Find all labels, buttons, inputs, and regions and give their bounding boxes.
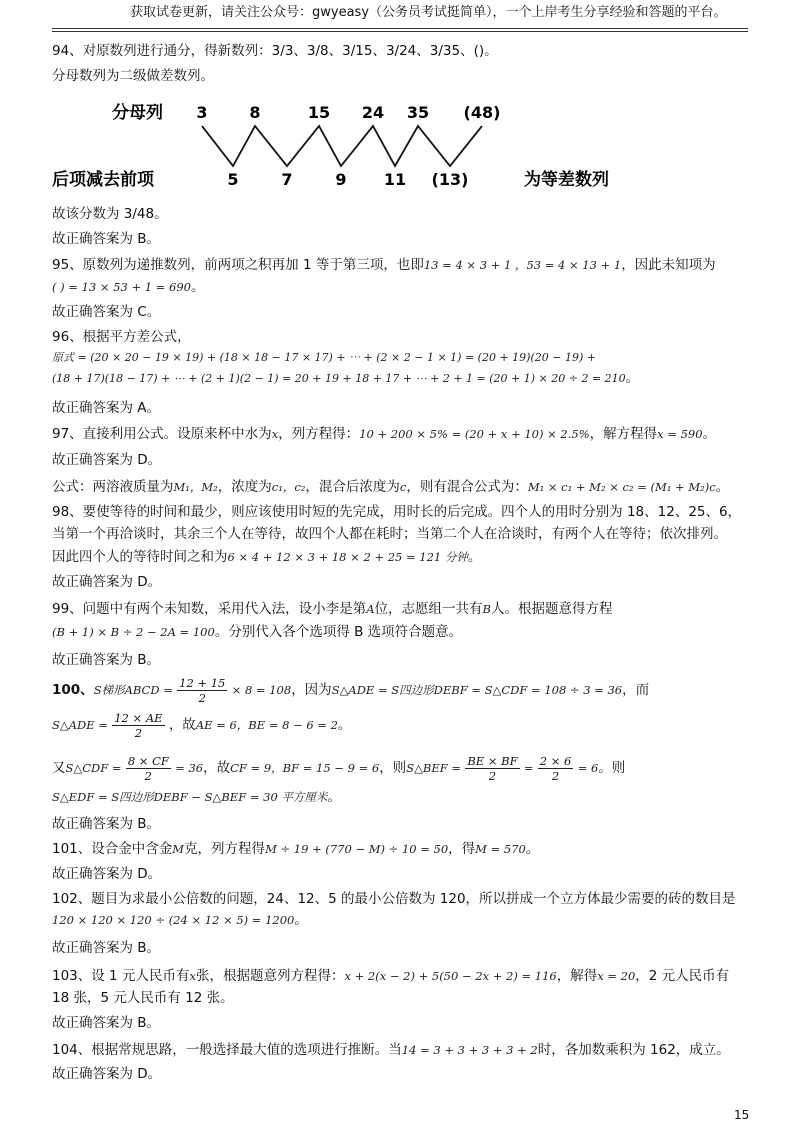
- formula-concentrations: c₁，c₂: [271, 480, 306, 494]
- q103-answer: 故正确答案为 B。: [52, 1015, 161, 1031]
- q101-var-m: M: [172, 842, 185, 856]
- q103-text-d: ，2 元人民币有: [635, 968, 730, 984]
- q98-line2: 当第一个再洽谈时，其余三个人在等待，故四个人都在耗时；当第二个人在洽谈时，有两个人在等待；依次排列。: [52, 526, 727, 542]
- q100-s-trap: S梯形ABCD =: [93, 683, 173, 697]
- q98-answer: 故正确答案为 D。: [52, 574, 162, 590]
- q103-text-a: 103、设 1 元人民币有: [52, 968, 190, 984]
- frac1-denominator: 2: [198, 690, 206, 705]
- q103-equation: x + 2(x − 2) + 5(50 − 2x + 2) = 116: [344, 969, 557, 983]
- q100-s-cdf: S△CDF =: [65, 761, 122, 775]
- q101-equation: M ÷ 19 + (770 − M) ÷ 10 = 50: [265, 842, 449, 856]
- q100-eq6: = 6: [577, 761, 599, 775]
- q97-equation: 10 + 200 × 5% = (20 + x + 10) × 2.5%: [359, 427, 590, 441]
- q98-line1: 98、要使等待的时间和最少，则应该使用时短的先完成，用时长的后完成。四个人的用时分别为 18、12、25、6，: [52, 504, 742, 520]
- frac2-denominator: 2: [134, 725, 143, 740]
- q100-line4: [52, 788, 341, 806]
- q96-line1: 96、根据平方差公式，: [52, 329, 191, 345]
- q101-answer: 故正确答案为 D。: [52, 866, 162, 882]
- q96-line2: [52, 348, 596, 367]
- q99-var-a: A: [366, 602, 375, 616]
- q95-text-a: 95、原数列为递推数列，前两项之积再加 1 等于第三项，也即: [52, 257, 424, 273]
- q95-math-b: ( ) = 13 × 53 + 1 = 690: [52, 280, 191, 294]
- q100-ze: ，则: [379, 760, 407, 776]
- q97-var-x: x: [271, 427, 279, 441]
- q100-frac5: [538, 754, 574, 783]
- formula-text-e: 。: [715, 479, 730, 495]
- frac5-numerator: 2 × 6: [539, 753, 572, 768]
- q99-text-b: 位，志愿组一共有: [374, 601, 483, 617]
- frac1-numerator: 12 + 15: [179, 675, 226, 690]
- q99-text-c: 人。根据题意得方程: [490, 601, 613, 617]
- q100-line1: [52, 672, 649, 708]
- q100-cf-bf: CF = 9，BF = 15 − 9 = 6: [230, 761, 380, 775]
- q100-eq-area: S△ADE = S四边形DEBF = S△CDF = 108 ÷ 3 = 36: [331, 683, 623, 697]
- diagram-top-value: 24: [361, 103, 385, 122]
- q100-eq-mid: =: [523, 761, 534, 775]
- diagram-bottom-value: 5: [227, 170, 239, 189]
- q96-math-b: (18 + 17)(18 − 17) + ⋯ + (2 + 1)(2 − 1) = 20 + 19 + 18 + 17 + ⋯ + 2 + 1 = (20 + 1) × 20 ÷ 2 = 210: [52, 372, 626, 385]
- q101-line1: [52, 840, 539, 858]
- q97-answer: 故正确答案为 D。: [52, 452, 162, 468]
- q104-text-b: 时，各加数乘积为 162，成立。: [537, 1042, 730, 1058]
- q97-text-d: 。: [702, 426, 717, 442]
- q99-text-d: 。分别代入各个选项得 B 选项符合题意。: [214, 624, 463, 640]
- q100-s-ade: S△ADE =: [52, 718, 108, 732]
- q102-math: 120 × 120 × 120 ÷ (24 × 12 × 5) = 1200: [52, 913, 295, 927]
- q100-final-period: 。: [327, 789, 341, 805]
- q95-text-b: ，因此未知项为: [621, 257, 716, 273]
- formula-text-d: ，则有混合公式为：: [406, 479, 528, 495]
- q99-line1: [52, 600, 612, 618]
- q102-text-b: 。: [294, 912, 308, 928]
- q99-text-a: 99、问题中有两个未知数，采用代入法，设小李是第: [52, 601, 367, 617]
- zigzag-line: [202, 126, 482, 166]
- q100-period: 。: [337, 717, 352, 733]
- q100-ze2: 。则: [598, 760, 626, 776]
- q95-text-c: 。: [190, 279, 205, 295]
- q94-line3: 故该分数为 3/48。: [52, 206, 168, 222]
- formula-mix-conc: c: [399, 480, 407, 494]
- q102-line2: [52, 911, 308, 929]
- q100-number: 100、: [52, 682, 94, 698]
- q100-eq36: = 36: [175, 761, 204, 775]
- page-header: 获取试卷更新，请关注公众号：gwyeasy（公务员考试挺简单），一个上岸考生分享经验和答题的平台。: [130, 5, 727, 20]
- q96-text-b: 。: [625, 370, 640, 386]
- q100-ae-be: AE = 6，BE = 8 − 6 = 2: [195, 718, 338, 732]
- q100-because: ，因为: [291, 682, 332, 698]
- frac3-denominator: 2: [144, 768, 152, 783]
- q100-final-math: S△EDF = S四边形DEBF − S△BEF = 30 平方厘米: [52, 790, 328, 804]
- diagram-top-value: 35: [406, 103, 430, 122]
- formula-text-c: ，混合后浓度为: [305, 479, 400, 495]
- q98-math: 6 × 4 + 12 × 3 + 18 × 2 + 25 = 121 分钟: [227, 550, 468, 564]
- q99-line2: [52, 623, 462, 641]
- diagram-bottom-value: 9: [335, 170, 347, 189]
- q98-text-b: 。: [467, 549, 482, 565]
- q96-line3: [52, 369, 639, 388]
- q97-line1: [52, 425, 716, 443]
- q100-line3: [52, 750, 625, 786]
- q99-answer: 故正确答案为 B。: [52, 652, 161, 668]
- q102-line1: 102、题目为求最小公倍数的问题，24、12、5 的最小公倍数为 120，所以拼成一个立方体最少需要的砖的数目是: [52, 891, 736, 907]
- q101-text-a: 101、设合金中含金: [52, 841, 173, 857]
- q99-var-b: B: [482, 602, 491, 616]
- diagram-bottom-value: 11: [383, 170, 407, 189]
- q97-formula: [52, 478, 729, 496]
- q95-answer: 故正确答案为 C。: [52, 304, 161, 320]
- diagram-bottom-value: (13): [431, 170, 469, 189]
- q102-answer: 故正确答案为 B。: [52, 940, 161, 956]
- q100-gu2: ，故: [203, 760, 231, 776]
- frac4-denominator: 2: [488, 768, 497, 783]
- q101-solution: M = 570: [475, 842, 526, 856]
- formula-text-a: 公式：两溶液质量为: [52, 479, 174, 495]
- q103-line1: [52, 967, 729, 985]
- q97-text-c: ，解方程得: [589, 426, 658, 442]
- q104-text-a: 104、根据常规思路，一般选择最大值的选项进行推断。当: [52, 1042, 402, 1058]
- formula-masses: M₁，M₂: [173, 480, 218, 494]
- diagram-top-value: 15: [307, 103, 331, 122]
- diagram-bottom-value: 7: [281, 170, 293, 189]
- diagram-row2-label: 后项减去前项: [52, 170, 154, 190]
- q99-equation: (B + 1) × B ÷ 2 − 2A = 100: [52, 625, 215, 639]
- q94-answer: 故正确答案为 B。: [52, 231, 161, 247]
- q100-frac2: [112, 711, 164, 740]
- frac2-numerator: 12 × AE: [114, 710, 163, 725]
- diagram-row1-label: 分母列: [112, 103, 163, 123]
- denominator-diagram: [52, 92, 672, 197]
- q101-text-d: 。: [525, 841, 540, 857]
- formula-text-b: ，浓度为: [217, 479, 272, 495]
- diagram-top-value: 8: [249, 103, 261, 122]
- q103-text-c: ，解得: [556, 968, 598, 984]
- q100-you: 又: [52, 760, 66, 776]
- q95-math-a: 13 = 4 × 3 + 1 ，53 = 4 × 13 + 1: [423, 258, 622, 272]
- frac4-numerator: BE × BF: [467, 753, 518, 768]
- diagram-suffix: 为等差数列: [524, 170, 609, 190]
- q103-text-b: 张，根据题意列方程得：: [195, 968, 345, 984]
- q100-frac1: [177, 676, 227, 705]
- q100-frac3: [126, 754, 171, 783]
- q104-equation: 14 = 3 + 3 + 3 + 3 + 2: [401, 1043, 538, 1057]
- frac3-numerator: 8 × CF: [127, 753, 169, 768]
- frac5-denominator: 2: [551, 768, 560, 783]
- q104-line1: [52, 1041, 730, 1059]
- q96-answer: 故正确答案为 A。: [52, 400, 161, 416]
- formula-equation: M₁ × c₁ + M₂ × c₂ = (M₁ + M₂)c: [527, 480, 716, 494]
- q100-comma-er: ，而: [622, 682, 650, 698]
- q103-solution: x = 20: [597, 969, 636, 983]
- page-number: 15: [734, 1108, 750, 1122]
- q100-line2: [52, 707, 351, 743]
- q95-line2: [52, 278, 204, 296]
- q96-math-a: 原式 = (20 × 20 − 19 × 19) + (18 × 18 − 17 × 17) + ⋯ + (2 × 2 − 1 × 1) = (20 + 19)(20 − 19) +: [52, 351, 596, 364]
- q94-line2: 分母数列为二级做差数列。: [52, 68, 214, 84]
- diagram-top-value: (48): [463, 103, 501, 122]
- q103-line2: 18 张，5 元人民币有 12 张。: [52, 990, 234, 1006]
- q98-text-a: 因此四个人的等待时间之和为: [52, 549, 228, 565]
- q100-frac4: [465, 754, 519, 783]
- q100-answer: 故正确答案为 B。: [52, 816, 161, 832]
- q100-mult1: × 8 = 108: [231, 683, 292, 697]
- q104-answer: 故正确答案为 D。: [52, 1066, 162, 1082]
- q103-var-x: x: [189, 969, 196, 983]
- q100-therefore: ，故: [168, 717, 196, 733]
- q95-line1: [52, 256, 716, 274]
- diagram-top-value: 3: [196, 103, 208, 122]
- header-divider: [52, 28, 748, 32]
- q94-line1: 94、对原数列进行通分，得新数列：3/3、3/8、3/15、3/24、3/35、()。: [52, 43, 498, 59]
- q97-solution: x = 590: [657, 427, 703, 441]
- q97-text-a: 97、直接利用公式。设原来杯中水为: [52, 426, 272, 442]
- q100-s-bef: S△BEF =: [406, 761, 462, 775]
- q97-text-b: ，列方程得：: [278, 426, 360, 442]
- q101-text-c: ，得: [448, 841, 476, 857]
- q101-text-b: 克，列方程得: [184, 841, 266, 857]
- q98-line3: [52, 548, 481, 566]
